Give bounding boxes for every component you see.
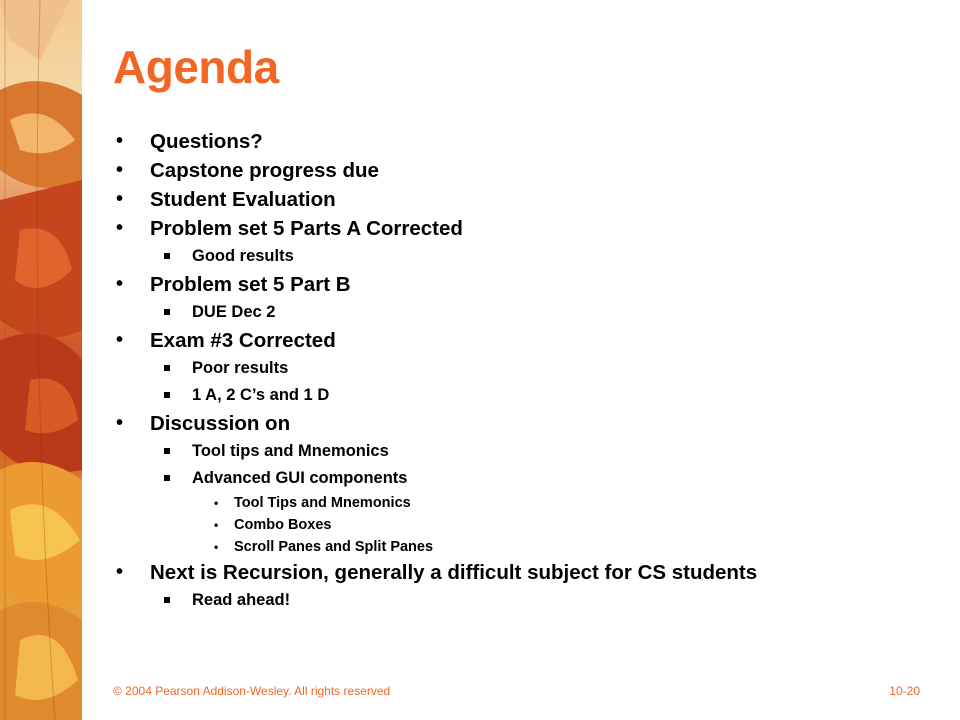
round-bullet-icon: • <box>116 561 124 583</box>
bullet-level-1 <box>113 127 943 156</box>
bullet-text: Combo Boxes <box>234 517 332 533</box>
bullet-text: Student Evaluation <box>150 188 336 211</box>
bullet-level-3 <box>113 492 943 514</box>
bullet-level-3 <box>113 514 943 536</box>
bullet-level-1 <box>113 270 943 299</box>
bullet-level-2 <box>113 438 943 465</box>
bullet-level-2 <box>113 587 943 614</box>
round-bullet-icon: • <box>214 496 219 510</box>
slide-title: Agenda <box>113 41 279 93</box>
round-bullet-icon: • <box>214 540 219 554</box>
copyright-footer: © 2004 Pearson Addison-Wesley. All rights reserved <box>113 684 391 698</box>
square-bullet-icon <box>164 253 170 259</box>
bullet-level-2 <box>113 355 943 382</box>
bullet-text: Problem set 5 Parts A Corrected <box>150 217 463 240</box>
bullet-level-2 <box>113 299 943 326</box>
bullet-level-1 <box>113 156 943 185</box>
bullet-text: Scroll Panes and Split Panes <box>234 539 434 555</box>
bullet-text: Next is Recursion, generally a difficult subject for CS students <box>150 561 758 584</box>
round-bullet-icon: • <box>116 130 124 152</box>
bullet-text: Capstone progress due <box>150 159 379 182</box>
round-bullet-icon: • <box>116 412 124 434</box>
square-bullet-icon <box>164 309 170 315</box>
bullet-text: Tool tips and Mnemonics <box>192 442 389 460</box>
agenda-bullet-list <box>113 127 943 614</box>
bullet-level-3 <box>113 536 943 558</box>
bullet-text: Good results <box>192 247 294 265</box>
bullet-text: Exam #3 Corrected <box>150 329 336 352</box>
round-bullet-icon: • <box>214 518 219 532</box>
bullet-level-2 <box>113 382 943 409</box>
round-bullet-icon: • <box>116 329 124 351</box>
bullet-level-1 <box>113 409 943 438</box>
round-bullet-icon: • <box>116 188 124 210</box>
bullet-text: Questions? <box>150 130 263 153</box>
bullet-text: DUE Dec 2 <box>192 303 276 321</box>
square-bullet-icon <box>164 597 170 603</box>
bullet-level-1 <box>113 326 943 355</box>
round-bullet-icon: • <box>116 217 124 239</box>
round-bullet-icon: • <box>116 273 124 295</box>
bullet-text: Advanced GUI components <box>192 469 408 487</box>
bullet-level-1 <box>113 558 943 587</box>
bullet-level-2 <box>113 465 943 492</box>
bullet-text: Poor results <box>192 359 289 377</box>
leaves-image <box>0 0 82 720</box>
bullet-level-1 <box>113 214 943 243</box>
bullet-text: 1 A, 2 C’s and 1 D <box>192 386 330 404</box>
square-bullet-icon <box>164 475 170 481</box>
square-bullet-icon <box>164 448 170 454</box>
square-bullet-icon <box>164 392 170 398</box>
square-bullet-icon <box>164 365 170 371</box>
round-bullet-icon: • <box>116 159 124 181</box>
bullet-text: Discussion on <box>150 412 291 435</box>
bullet-text: Problem set 5 Part B <box>150 273 351 296</box>
slide-number: 10-20 <box>889 684 920 698</box>
bullet-level-2 <box>113 243 943 270</box>
bullet-text: Read ahead! <box>192 591 291 609</box>
bullet-text: Tool Tips and Mnemonics <box>234 495 411 511</box>
autumn-leaves-decoration <box>0 0 82 720</box>
bullet-level-1 <box>113 185 943 214</box>
